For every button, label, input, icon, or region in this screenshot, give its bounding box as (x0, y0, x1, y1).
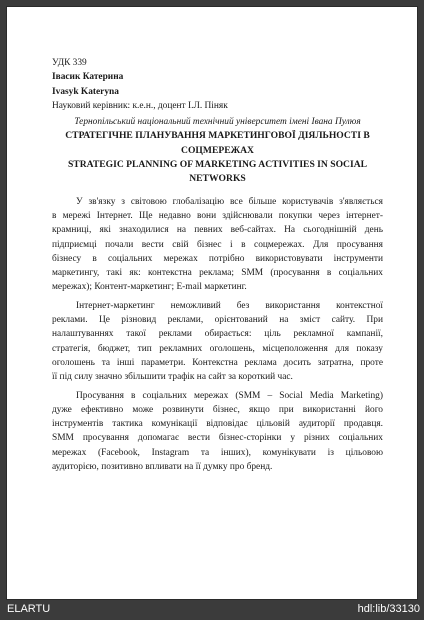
supervisor-line: Науковий керівник: к.е.н., доцент І.Л. Піняк (52, 100, 228, 111)
title-uk-line-2: СОЦМЕРЕЖАХ (181, 144, 254, 156)
paragraph-line: її під силу значно збільшити трафік на сайт за короткий час. (52, 372, 293, 383)
paragraph-line: маркетингу, такі як: контекстна реклама; SMM (просування в соціальних (52, 268, 383, 279)
paragraph-line: мережах (Facebook, Instagram та інших), комунікувати із цільовою (52, 447, 383, 458)
paragraph (52, 389, 383, 475)
paragraph-line: реклами. Це різновид реклами, орієнтований на зміст сайту. При (52, 315, 383, 326)
paragraph-line: Інтернет-маркетинг неможливий без використання контекстної (76, 300, 383, 311)
paragraph-line: підприємці почали вести свій бізнес і в соцмережах. Для просування (52, 239, 383, 250)
author-name-en: Ivasyk Kateryna (52, 86, 119, 97)
paragraph-line: аудиторією, позитивно впливати на її думку про бренд. (52, 462, 273, 473)
footer-bar (0, 600, 424, 620)
paragraph (52, 299, 383, 385)
paragraph-line: стратегія, бюджет, тип рекламних оголошень, місцеположення для показу (52, 343, 383, 354)
paragraph-line: крамниці, які знаходилися на певних веб-сайтах. На сьогоднішній день (52, 225, 383, 236)
paragraph-line: Просування в соціальних мережах (SMM – Social Media Marketing) (76, 390, 383, 401)
footer-repository-label: ELARTU (7, 603, 51, 615)
paragraph-line: У зв'язку з світовою глобалізацію все більше користувачів з'являється (76, 196, 383, 207)
paragraph-line: дуже ефективно може розвинути бізнес, якщо при використанні його (52, 404, 383, 415)
paragraph-line: бізнесу в соціальних мережах потрібно використовувати інструменти (52, 253, 383, 264)
title-en-line-2: NETWORKS (189, 173, 246, 185)
paragraph-line: оголошень та інші параметри. Контекстна реклама досить затратна, проте (52, 357, 383, 368)
author-name-uk: Івасик Катерина (52, 72, 124, 83)
udk-code: УДК 339 (52, 58, 87, 68)
paragraph-line: SMM просування допомагає вести бізнес-сторінки у різних соціальних (52, 433, 383, 444)
document-content (52, 56, 383, 474)
university-name: Тернопільський національний технічний університет імені Івана Пулюя (74, 117, 361, 128)
paragraph-line: налаштуваннях такої реклами обирається: ціль рекламної кампанії, (52, 329, 383, 340)
document-page (6, 6, 418, 600)
title-uk-line-1: СТРАТЕГІЧНЕ ПЛАНУВАННЯ МАРКЕТИНГОВОЇ ДІЯЛЬНОСТІ В (65, 130, 370, 142)
title-en-line-1: STRATEGIC PLANNING OF MARKETING ACTIVITIES IN SOCIAL (67, 159, 368, 171)
body-text (52, 195, 383, 475)
paragraph-line: мережах); Контент-маркетинг; E-mail маркетинг. (52, 282, 247, 293)
paragraph (52, 195, 383, 295)
paragraph-line: в мережі Інтернет. Ще недавно вони здійснювали покупки через інтернет- (52, 210, 383, 221)
footer-handle-link[interactable]: hdl:lib/33130 (357, 603, 420, 615)
paragraph-line: інструментів тактика комунікації відповідає цільовій аудиторії продавця. (52, 419, 383, 430)
